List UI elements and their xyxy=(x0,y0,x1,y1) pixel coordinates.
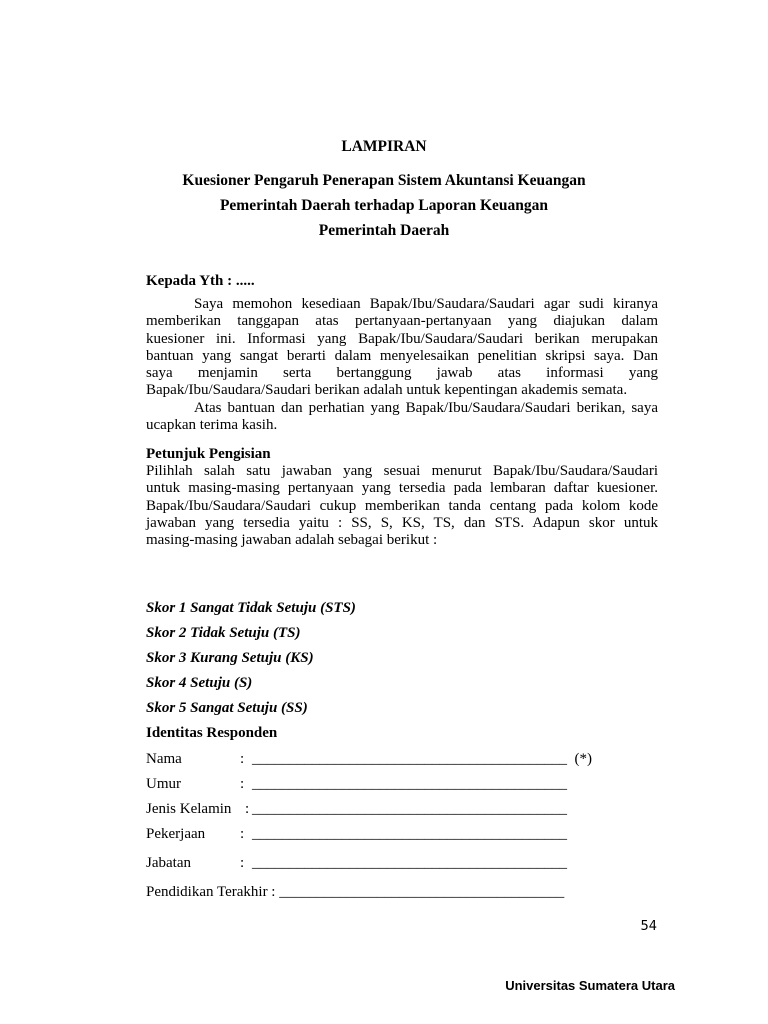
field-colon: : xyxy=(240,855,245,871)
field-nama xyxy=(146,750,592,768)
intro-paragraph xyxy=(146,296,658,434)
score-item-5: Skor 5 Sangat Setuju (SS) xyxy=(146,700,308,716)
field-blank[interactable]: ______________________________________ xyxy=(279,884,565,900)
field-colon: : xyxy=(240,826,245,842)
field-jabatan xyxy=(146,854,567,872)
field-blank[interactable]: __________________________________________ xyxy=(252,855,567,871)
text-line: untuk masing-masing pertanyaan yang tersedia pada lembaran daftar kuesioner. xyxy=(146,480,658,497)
title-line-3: Pemerintah Daerah xyxy=(318,222,450,239)
field-blank[interactable]: __________________________________________ xyxy=(252,776,567,792)
field-label: Pendidikan Terakhir : xyxy=(146,884,276,900)
text-line: bantuan yang sangat berarti dalam menyelesaikan penelitian skripsi saya. Dan xyxy=(146,347,658,364)
text-line: Bapak/Ibu/Saudara/Saudari berikan adalah untuk kepentingan akademis semata. xyxy=(146,382,628,399)
text-line: kuesioner ini. Informasi yang Bapak/Ibu/Saudara/Saudari berikan merupakan xyxy=(146,330,658,347)
text-line: Atas bantuan dan perhatian yang Bapak/Ibu/Saudara/Saudari berikan, saya xyxy=(194,399,658,416)
instructions-paragraph xyxy=(146,463,658,549)
field-label: Umur xyxy=(146,776,181,792)
text-line: saya menjamin serta bertanggung jawab atas informasi yang xyxy=(146,365,658,382)
field-colon: : xyxy=(240,776,245,792)
text-line: masing-masing jawaban adalah sebagai berikut : xyxy=(146,532,438,549)
text-line: ucapkan terima kasih. xyxy=(146,417,278,434)
appendix-heading: LAMPIRAN xyxy=(341,138,427,155)
required-note: (*) xyxy=(574,751,592,767)
page-number: 54 xyxy=(640,919,657,934)
field-jenis-kelamin xyxy=(146,800,567,818)
field-label: Jabatan xyxy=(146,855,191,871)
score-item-1: Skor 1 Sangat Tidak Setuju (STS) xyxy=(146,600,356,616)
score-item-2: Skor 2 Tidak Setuju (TS) xyxy=(146,625,301,641)
title-line-1: Kuesioner Pengaruh Penerapan Sistem Akuntansi Keuangan xyxy=(182,172,586,189)
field-blank[interactable]: __________________________________________ xyxy=(252,826,567,842)
title-line-2: Pemerintah Daerah terhadap Laporan Keuangan xyxy=(219,197,549,214)
field-colon: : xyxy=(245,801,250,817)
text-line: Pilihlah salah satu jawaban yang sesuai menurut Bapak/Ibu/Saudara/Saudari xyxy=(146,463,658,479)
recipient-line: Kepada Yth : ..... xyxy=(146,273,255,289)
field-blank[interactable]: __________________________________________ xyxy=(252,751,567,767)
text-line: jawaban yang tersedia yaitu : SS, S, KS, TS, dan STS. Adapun skor untuk xyxy=(146,514,658,531)
institution-footer: Universitas Sumatera Utara xyxy=(505,978,675,993)
text-line: Saya memohon kesediaan Bapak/Ibu/Saudara/Saudari agar sudi kiranya xyxy=(194,296,658,312)
text-line: Bapak/Ibu/Saudara/Saudari cukup memberikan tanda centang pada kolom kode xyxy=(146,497,658,514)
score-item-3: Skor 3 Kurang Setuju (KS) xyxy=(146,650,314,666)
field-pendidikan xyxy=(146,883,564,901)
field-colon: : xyxy=(240,751,245,767)
respondent-heading: Identitas Responden xyxy=(146,725,278,741)
score-item-4: Skor 4 Setuju (S) xyxy=(146,675,253,691)
field-label: Nama xyxy=(146,751,182,767)
field-label: Pekerjaan xyxy=(146,826,206,842)
instructions-heading: Petunjuk Pengisian xyxy=(146,446,271,462)
text-line: memberikan tanggapan atas pertanyaan-pertanyaan yang diajukan dalam xyxy=(146,313,658,330)
field-pekerjaan xyxy=(146,825,567,843)
field-umur xyxy=(146,775,567,793)
field-blank[interactable]: __________________________________________ xyxy=(252,801,567,817)
field-label: Jenis Kelamin xyxy=(146,801,232,817)
